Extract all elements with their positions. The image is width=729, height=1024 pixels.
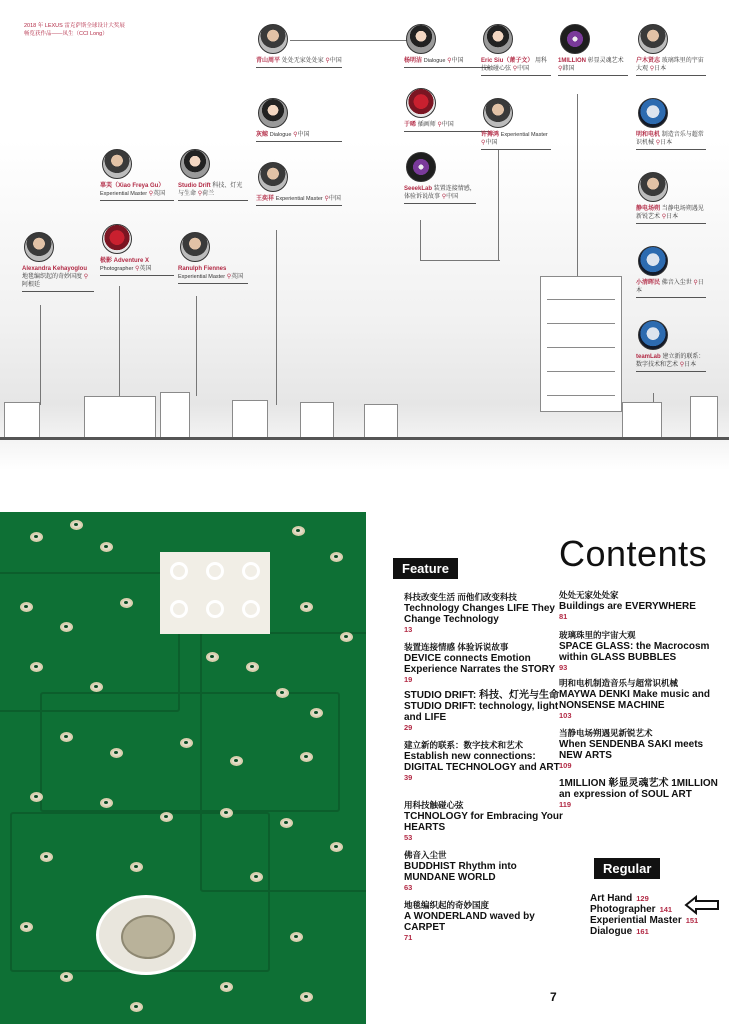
regular-label: Regular: [594, 858, 660, 879]
portrait-avatar: [406, 152, 436, 182]
toc-entry[interactable]: 佛音入尘世 BUDDHIST Rhythm into MUNDANE WORLD 63: [404, 850, 517, 892]
building-section-drawing: [622, 402, 662, 438]
location-pin-icon: ⚲: [135, 266, 140, 272]
people-diagram-spread: [0, 0, 729, 470]
person-card: 灰鲸 Dialogue ⚲中国: [256, 98, 342, 142]
regular-item[interactable]: Dialogue 161: [590, 926, 649, 937]
toc-entry[interactable]: 玻璃珠里的宇宙大观 SPACE GLASS: the Macrocosm within GLASS BUBBLES 93: [559, 630, 710, 672]
location-pin-icon: ⚲: [325, 58, 330, 64]
person-card: Alexandra Kehayoglou 地毯编织起的奇妙国度 ⚲阿根廷: [22, 232, 94, 292]
portrait-avatar: [406, 88, 436, 118]
portrait-avatar: [258, 98, 288, 128]
portrait-avatar: [102, 149, 132, 179]
solder-pad: [160, 552, 270, 634]
person-card: 明和电机 制造音乐与超常识机械 ⚲日本: [636, 98, 706, 150]
portrait-avatar: [406, 24, 436, 54]
regular-item[interactable]: Art Hand 129: [590, 893, 649, 904]
portrait-avatar: [24, 232, 54, 262]
portrait-avatar: [483, 24, 513, 54]
location-pin-icon: ⚲: [649, 66, 655, 72]
person-card: Ranulph Fiennes Experiential Master ⚲英国: [178, 232, 248, 284]
building-section-drawing: [160, 392, 190, 438]
location-pin-icon: ⚲: [226, 274, 232, 280]
portrait-avatar: [638, 172, 668, 202]
portrait-avatar: [180, 149, 210, 179]
photo-credit: 2018 年 LEXUS 雷克萨斯全球设计大奖展 畅览获作品——凤生（CCI Long）: [24, 23, 125, 37]
connector-line: [420, 220, 421, 260]
person-card: 静电场朔 当静电场朔遇见新锐艺术 ⚲日本: [636, 172, 706, 224]
person-card: 青山周平 处处无家处处家 ⚲中国: [256, 24, 342, 68]
portrait-avatar: [483, 98, 513, 128]
connector-line: [276, 230, 277, 405]
location-pin-icon: ⚲: [324, 196, 329, 202]
person-card: 户木贤志 玻璃珠里的宇宙大观 ⚲日本: [636, 24, 706, 76]
portrait-avatar: [180, 232, 210, 262]
person-card: 于晞 插画师 ⚲中国: [404, 88, 490, 132]
toc-entry[interactable]: 科技改变生活 而他们改变科技 Technology Changes LIFE They Change Technology 13: [404, 592, 555, 634]
portrait-avatar: [258, 162, 288, 192]
person-card: teamLab 建立新的联系：数字技术和艺术 ⚲日本: [636, 320, 706, 372]
mounting-hole: [96, 895, 196, 975]
portrait-avatar: [560, 24, 590, 54]
portrait-avatar: [638, 24, 668, 54]
person-card: Studio Drift 科技、灯光与生命 ⚲荷兰: [178, 149, 248, 201]
location-pin-icon: ⚲: [679, 362, 685, 368]
location-pin-icon: ⚲: [447, 58, 452, 64]
portrait-avatar: [258, 24, 288, 54]
person-card: SeeekLab 装置连接情感，体验诉说故事 ⚲中国: [404, 152, 476, 204]
connector-line: [40, 305, 41, 405]
location-pin-icon: ⚲: [293, 132, 298, 138]
toc-entry[interactable]: 装置连接情感 体验诉说故事 DEVICE connects Emotion Experience Narrates the STORY 19: [404, 642, 556, 684]
toc-entry[interactable]: 1MILLION 彰显灵魂艺术 1MILLION an expression of SOUL ART 119: [559, 778, 718, 809]
tower-section-drawing: [540, 276, 622, 412]
toc-entry[interactable]: 处处无家处处家 Buildings are EVERYWHERE 81: [559, 590, 696, 621]
connector-line: [196, 296, 197, 396]
toc-entry[interactable]: STUDIO DRIFT: 科技、灯光与生命 STUDIO DRIFT: technology, light and LIFE 29: [404, 690, 559, 732]
location-pin-icon: ⚲: [437, 122, 442, 128]
portrait-avatar: [638, 246, 668, 276]
location-pin-icon: ⚲: [481, 140, 486, 146]
building-section-drawing: [364, 404, 398, 438]
building-section-drawing: [690, 396, 718, 438]
location-pin-icon: ⚲: [558, 66, 563, 72]
location-pin-icon: ⚲: [197, 191, 203, 197]
feature-label: Feature: [393, 558, 458, 579]
connector-line: [498, 150, 499, 260]
building-section-drawing: [232, 400, 268, 438]
connector-line: [577, 94, 578, 276]
location-pin-icon: ⚲: [661, 214, 667, 220]
person-card: 辜芙（Xiao Freya Gu） Experiential Master ⚲英国: [100, 149, 174, 201]
person-card: 小清晖民 佛音入尘世 ⚲日本: [636, 246, 706, 298]
portrait-avatar: [638, 320, 668, 350]
regular-item[interactable]: Photographer 141: [590, 904, 673, 915]
person-card: Eric Siu（萧子文） 用科技触碰心弦 ⚲中国: [481, 24, 551, 76]
person-card: 杨明洁 Dialogue ⚲中国: [404, 24, 490, 68]
building-section-drawing: [300, 402, 334, 438]
portrait-avatar: [102, 224, 132, 254]
portrait-avatar: [638, 98, 668, 128]
location-pin-icon: ⚲: [441, 194, 447, 200]
connector-line: [420, 260, 500, 261]
person-card: 王奕祥 Experiential Master ⚲中国: [256, 162, 342, 206]
location-pin-icon: ⚲: [148, 191, 154, 197]
location-pin-icon: ⚲: [693, 280, 698, 286]
building-section-drawing: [84, 396, 156, 438]
toc-entry[interactable]: 当静电场朔遇见新锐艺术 When SENDENBA SAKI meets NEW ARTS 109: [559, 728, 704, 770]
arrow-left-icon: [684, 895, 720, 915]
location-pin-icon: ⚲: [512, 66, 518, 72]
person-card: 极影 Adventure X Photographer ⚲英国: [100, 224, 174, 276]
building-section-drawing: [4, 402, 40, 438]
ground-line: [0, 437, 729, 440]
toc-entry[interactable]: 明和电机制造音乐与超常识机械 MAYWA DENKI Make music and NONSENSE MACHINE 103: [559, 678, 710, 720]
toc-entry[interactable]: 建立新的联系：数字技术和艺术 Establish new connections: DIGITAL TECHNOLOGY and ART 39: [404, 740, 560, 782]
person-card: 1MILLION 彰显灵魂艺术 ⚲韩国: [558, 24, 628, 76]
location-pin-icon: ⚲: [655, 140, 661, 146]
person-card: 许搏鸿 Experiential Master ⚲中国: [481, 98, 551, 150]
page-number: 7: [550, 990, 557, 1004]
connector-line: [119, 286, 120, 401]
circuit-board-photo: [0, 512, 366, 1024]
location-pin-icon: ⚲: [83, 274, 89, 280]
regular-item[interactable]: Experiential Master 151: [590, 915, 699, 926]
toc-entry[interactable]: 地毯编织起的奇妙国度 A WONDERLAND waved by CARPET 71: [404, 900, 535, 942]
toc-entry[interactable]: 用科技触碰心弦 TCHNOLOGY for Embracing Your HEARTS 53: [404, 800, 563, 842]
table-of-contents: [366, 512, 729, 1024]
contents-title: Contents: [559, 533, 708, 574]
